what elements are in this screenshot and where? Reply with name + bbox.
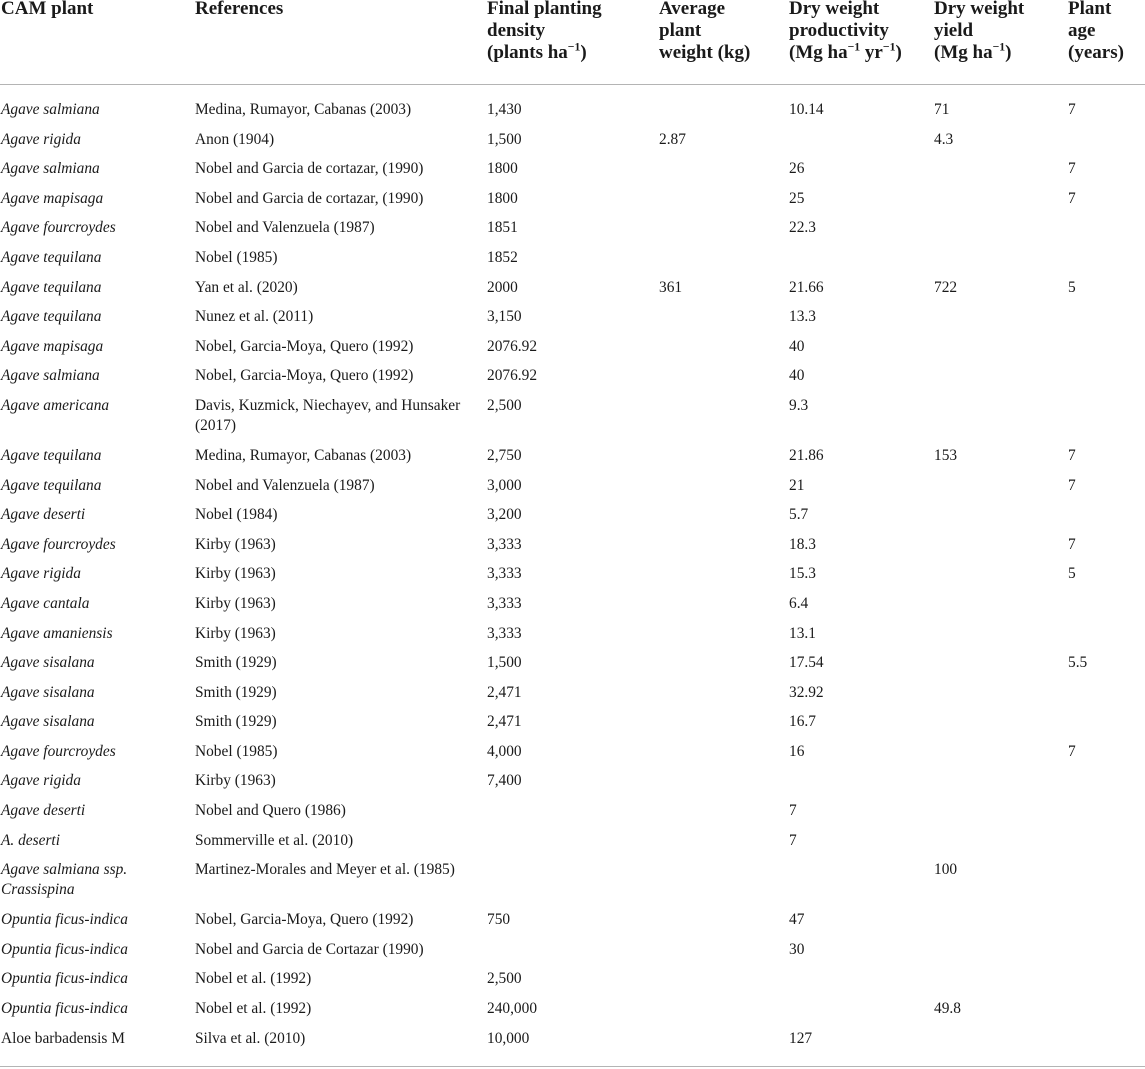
table-row [0,215,1145,245]
cell-productivity: 16.7 [789,713,816,731]
cell-age: 7 [1068,535,1076,553]
cell-productivity: 15.3 [789,565,816,583]
cell-productivity: 7 [789,802,797,820]
cell-yield: 71 [934,101,950,118]
cell-reference: Kirby (1963) [195,772,276,790]
cell-density: 1852 [487,248,518,266]
table-row [0,275,1145,305]
cell-density: 1,500 [487,654,522,672]
table-row [0,186,1145,216]
cell-plant: Agave deserti [1,802,86,820]
cell-density: 2000 [487,278,518,296]
cell-plant: Agave mapisaga [1,337,104,355]
cell-productivity: 7 [789,831,797,849]
table-row [0,97,1145,127]
cell-productivity: 5.7 [789,506,809,524]
cell-productivity: 21 [789,476,805,494]
cell-density: 2076.92 [487,367,538,385]
cell-density: 7,400 [487,772,522,790]
cell-weight: 2.87 [659,130,686,148]
cell-plant: Agave tequilana [1,278,102,296]
cell-productivity: 21.86 [789,446,824,464]
cell-reference: Smith (1929) [195,654,277,672]
cell-density: 1800 [487,160,518,178]
cell-age: 7 [1068,742,1076,760]
cell-weight: 361 [659,278,683,296]
cell-productivity: 16 [789,742,805,760]
cell-reference: Nobel and Valenzuela (1987) [195,476,375,494]
table-row [0,680,1145,710]
cell-density: 750 [487,911,511,929]
cell-density: 1851 [487,219,518,237]
cell-reference: Nobel and Garcia de cortazar, (1990) [195,160,424,178]
cell-plant: Opuntia ficus-indica [1,911,128,929]
cell-productivity: 13.3 [789,308,816,326]
cell-yield: 4.3 [934,130,954,148]
cell-reference: Nobel et al. (1992) [195,970,312,988]
cell-density: 3,333 [487,565,522,583]
cell-productivity: 26 [789,160,805,178]
header-average-weight: Average plant weight (kg) [659,0,751,63]
cell-reference: Medina, Rumayor, Cabanas (2003) [195,101,412,118]
cell-reference: Sommerville et al. (2010) [195,831,354,849]
cell-reference: Nobel and Valenzuela (1987) [195,219,375,237]
table-row [0,334,1145,364]
table-row [0,621,1145,651]
cell-plant: Agave tequilana [1,446,102,464]
cell-reference: Nobel, Garcia-Moya, Quero (1992) [195,337,414,355]
cell-productivity: 40 [789,337,805,355]
cell-productivity: 25 [789,189,805,207]
cell-density: 1800 [487,189,518,207]
cell-plant: Agave americana [1,396,110,414]
cell-plant: Agave rigida [1,130,81,148]
cell-productivity: 21.66 [789,278,824,296]
cell-plant: Opuntia ficus-indica [1,940,128,958]
table-row [0,473,1145,503]
cell-reference: Kirby (1963) [195,594,276,612]
cell-productivity: 30 [789,940,805,958]
cell-reference: Silva et al. (2010) [195,1029,306,1047]
cell-density: 3,200 [487,506,522,524]
cell-age: 7 [1068,101,1076,118]
cell-plant: Agave rigida [1,772,81,790]
cell-reference: Davis, Kuzmick, Niechayev, and Hunsaker (2017) [195,396,461,434]
cell-plant: Agave fourcroydes [1,742,116,760]
cell-reference: Kirby (1963) [195,535,276,553]
table-row [0,966,1145,996]
header-density: Final planting density (plants $ha^{-1}$) [487,0,602,63]
cell-plant: Agave salmiana [1,101,100,118]
cell-plant: Opuntia ficus-indica [1,970,128,988]
cell-density: 2,471 [487,683,522,701]
cell-density: 2,750 [487,446,522,464]
cell-plant: Agave tequilana [1,308,102,326]
table-row [0,156,1145,186]
cell-density: 240,000 [487,1000,538,1018]
table-row [0,304,1145,334]
cell-reference: Nobel and Garcia de cortazar, (1990) [195,189,424,207]
cell-density: 1,500 [487,130,522,148]
cell-reference: Nobel and Quero (1986) [195,802,346,820]
table-body [0,97,1145,1055]
cell-yield: 49.8 [934,1000,961,1018]
cell-age: 7 [1068,476,1076,494]
cell-plant: Agave rigida [1,565,81,583]
cell-reference: Nobel (1985) [195,248,278,266]
table-row [0,1026,1145,1056]
cell-reference: Martinez-Morales and Meyer et al. (1985) [195,861,455,879]
cell-plant: Agave cantala [1,594,90,612]
cell-productivity: 40 [789,367,805,385]
table-row [0,561,1145,591]
table-row [0,591,1145,621]
header-plant-age: Plant age (years) [1068,0,1124,63]
table-row [0,393,1145,443]
cell-density: 1,430 [487,101,522,118]
cell-density: 4,000 [487,742,522,760]
cell-productivity: 22.3 [789,219,816,237]
cell-reference: Smith (1929) [195,713,277,731]
cell-reference: Anon (1904) [195,130,275,148]
cell-density: 10,000 [487,1029,530,1047]
table-row [0,127,1145,157]
cell-density: 3,150 [487,308,522,326]
cell-reference: Yan et al. (2020) [195,278,298,296]
cell-reference: Nobel, Garcia-Moya, Quero (1992) [195,911,414,929]
cell-density: 2,500 [487,970,522,988]
cell-density: 2076.92 [487,337,538,355]
table-row [0,739,1145,769]
cell-reference: Kirby (1963) [195,624,276,642]
cell-reference: Smith (1929) [195,683,277,701]
table-row [0,502,1145,532]
cell-plant: Agave amaniensis [1,624,113,642]
header-cam-plant: CAM plant [1,0,94,19]
cell-plant: Agave sisalana [1,683,95,701]
cell-age: 5 [1068,565,1076,583]
cell-plant: Agave fourcroydes [1,535,116,553]
cell-plant: Agave salmiana [1,367,100,385]
cell-productivity: 9.3 [789,396,809,414]
cell-productivity: 13.1 [789,624,816,642]
cell-plant: Agave tequilana [1,248,102,266]
cell-productivity: 32.92 [789,683,824,701]
table-row [0,245,1145,275]
cell-reference: Nobel et al. (1992) [195,1000,312,1018]
cell-plant: Agave salmiana [1,160,100,178]
header-productivity: Dry weight productivity (Mg $ha^{-1}$ $yr^{-1}$) [789,0,902,63]
table-header [0,0,1145,84]
table-row [0,768,1145,798]
cell-density: 2,500 [487,396,522,414]
table-row [0,996,1145,1026]
cell-plant: Agave sisalana [1,713,95,731]
cell-plant: Agave sisalana [1,654,95,672]
cell-plant: Opuntia ficus-indica [1,1000,128,1018]
cell-reference: Nobel (1985) [195,742,278,760]
header-yield: Dry weight yield (Mg $ha^{-1}$) [934,0,1025,63]
cell-yield: 153 [934,446,958,464]
table-bottom-rule [0,1066,1145,1067]
cell-plant: Agave tequilana [1,476,102,494]
header-references: References [195,0,284,19]
cell-yield: 100 [934,861,958,879]
cell-density: 2,471 [487,713,522,731]
cell-age: 7 [1068,189,1076,207]
table-row [0,650,1145,680]
cell-yield: 722 [934,278,958,296]
cell-productivity: 17.54 [789,654,824,672]
cell-plant: Agave deserti [1,506,86,524]
cell-productivity: 18.3 [789,535,816,553]
table-row [0,443,1145,473]
cell-reference: Nunez et al. (2011) [195,308,314,326]
header-divider [0,84,1145,85]
cell-plant: Agave salmiana ssp. Crassispina [1,861,128,899]
cell-age: 7 [1068,160,1076,178]
cell-age: 7 [1068,446,1076,464]
table-row [0,857,1145,907]
cell-age: 5 [1068,278,1076,296]
cell-density: 3,333 [487,594,522,612]
table-row [0,907,1145,937]
cell-reference: Nobel and Garcia de Cortazar (1990) [195,940,424,958]
cell-plant: Agave mapisaga [1,189,104,207]
cell-density: 3,333 [487,624,522,642]
table-row [0,798,1145,828]
cell-plant: A. deserti [1,831,60,849]
cell-productivity: 6.4 [789,594,809,612]
table-row [0,828,1145,858]
table-row [0,532,1145,562]
cell-reference: Nobel (1984) [195,506,278,524]
table-row [0,709,1145,739]
cell-productivity: 47 [789,911,805,929]
cell-reference: Nobel, Garcia-Moya, Quero (1992) [195,367,414,385]
cell-plant: Agave fourcroydes [1,219,116,237]
table-row [0,937,1145,967]
cell-reference: Medina, Rumayor, Cabanas (2003) [195,446,412,464]
table-row [0,363,1145,393]
cell-productivity: 127 [789,1029,813,1047]
cell-density: 3,333 [487,535,522,553]
cell-plant: Aloe barbadensis M [1,1029,125,1047]
cell-density: 3,000 [487,476,522,494]
cell-age: 5.5 [1068,654,1088,672]
cell-reference: Kirby (1963) [195,565,276,583]
cell-productivity: 10.14 [789,101,824,118]
